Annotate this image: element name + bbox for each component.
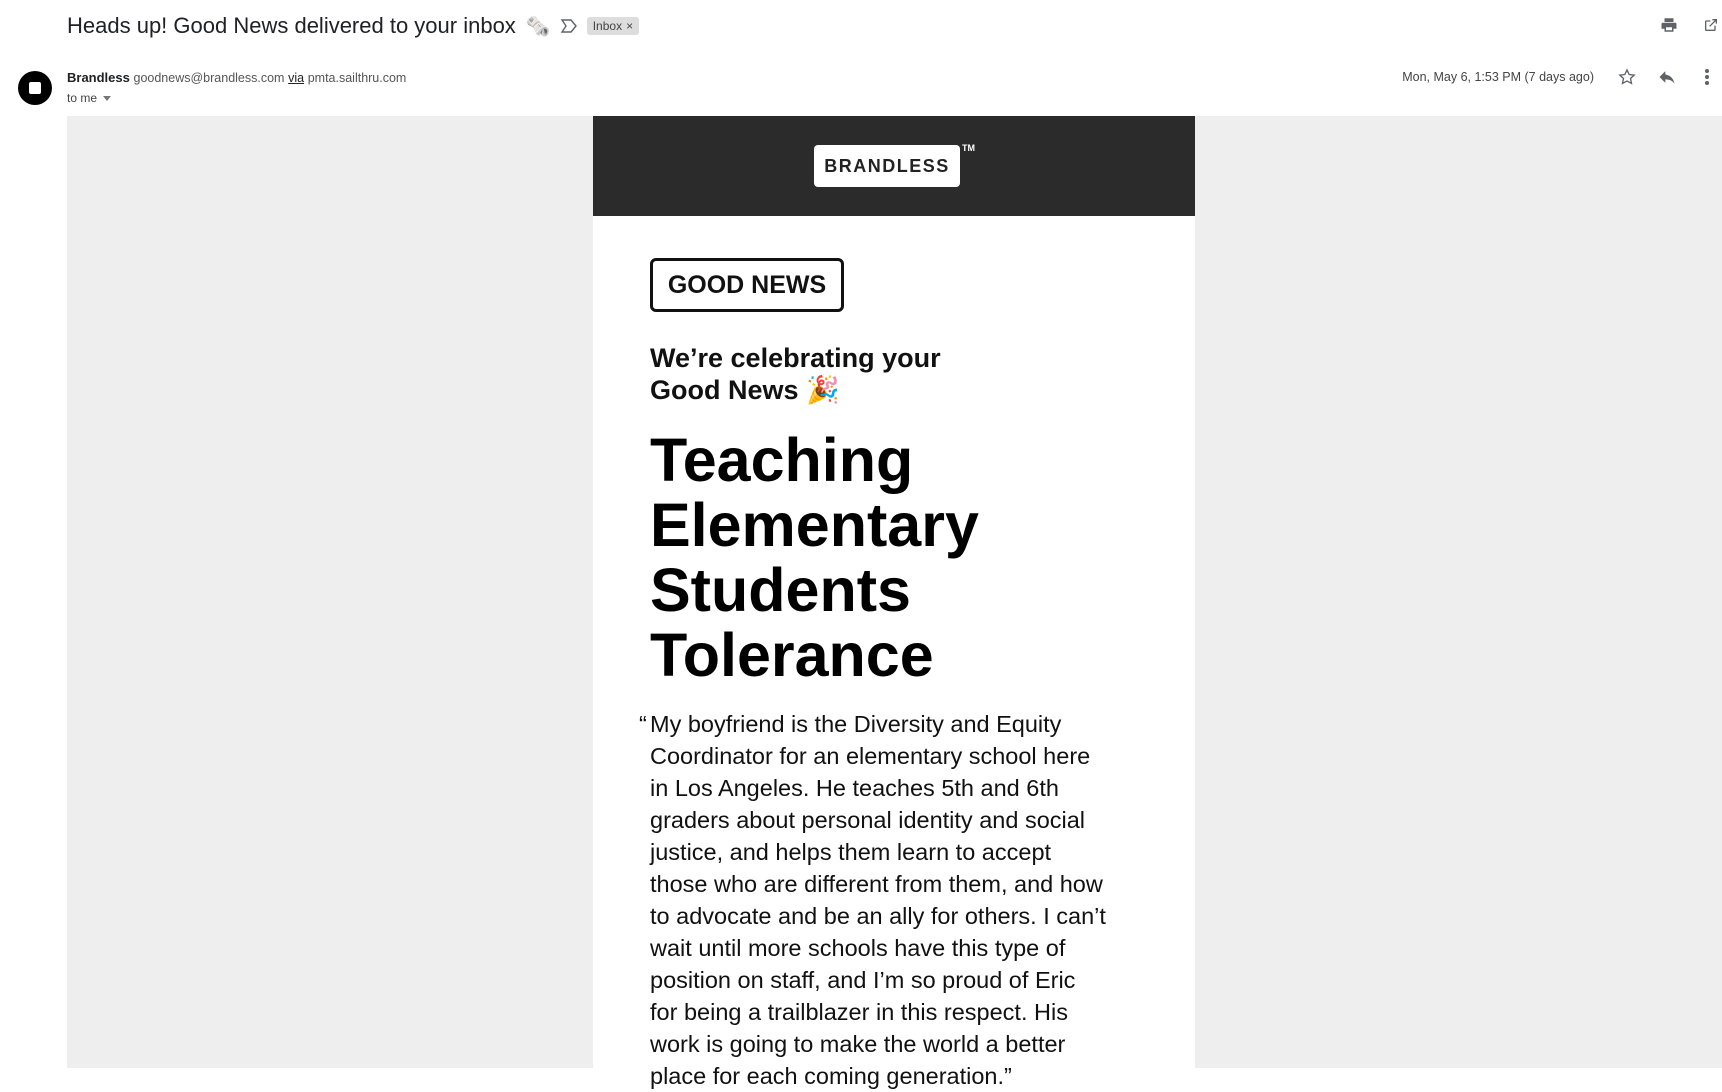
quote-line: My boyfriend is the Diversity and Equity xyxy=(650,711,1062,737)
thread-actions xyxy=(1658,14,1722,36)
brand-header xyxy=(593,116,1195,216)
quote-line: in Los Angeles. He teaches 5th and 6th xyxy=(650,775,1059,801)
quote-line: those who are different from them, and how xyxy=(650,871,1103,897)
sender-line xyxy=(67,70,406,85)
celebrate-heading xyxy=(650,342,970,406)
quote-line: to advocate and be an ally for others. I can’t xyxy=(650,903,1106,929)
recipient-line[interactable] xyxy=(67,91,111,105)
inbox-label-chip[interactable] xyxy=(587,17,639,35)
message-meta xyxy=(1402,66,1722,88)
reply-icon[interactable] xyxy=(1656,66,1678,88)
quote-line: justice, and helps them learn to accept xyxy=(650,839,1052,865)
trademark-mark: TM xyxy=(962,143,975,153)
quote-line: Coordinator for an elementary school here xyxy=(650,743,1091,769)
headline-line-3: Students xyxy=(650,556,911,624)
message-date: Mon, May 6, 1:53 PM (7 days ago) xyxy=(1402,70,1594,84)
celebrate-line-2: Good News xyxy=(650,375,799,405)
via-link[interactable]: via xyxy=(288,71,305,85)
open-in-new-window-icon[interactable] xyxy=(1700,14,1722,36)
quote-line: graders about personal identity and social xyxy=(650,807,1086,833)
important-marker-icon[interactable] xyxy=(561,19,577,33)
print-icon[interactable] xyxy=(1658,14,1680,36)
quote-line: work is going to make the world a better xyxy=(650,1031,1066,1057)
celebrate-line-2-row xyxy=(650,374,970,406)
quote-open-mark: “ xyxy=(639,711,647,737)
email-subject: Heads up! Good News delivered to your inbox xyxy=(67,13,516,38)
quote-line: position on staff, and I’m so proud of Eric xyxy=(650,967,1076,993)
quote-line: for being a trailblazer in this respect. His xyxy=(650,999,1068,1025)
story-headline xyxy=(650,428,1070,688)
recipient-label: to me xyxy=(67,91,98,105)
headline-line-1: Teaching xyxy=(650,426,914,494)
remove-label-icon[interactable]: × xyxy=(626,19,634,33)
more-vert-icon[interactable] xyxy=(1696,66,1718,88)
quote-line: place for each coming generation.” xyxy=(650,1063,1012,1089)
email-content-card xyxy=(593,116,1195,1089)
story-quote xyxy=(639,708,1150,1092)
star-icon[interactable] xyxy=(1616,66,1638,88)
headline-line-2: Elementary xyxy=(650,491,979,559)
details-dropdown-icon[interactable] xyxy=(103,96,111,101)
sender-avatar[interactable] xyxy=(18,71,52,105)
party-popper-emoji: 🎉 xyxy=(806,375,840,405)
quote-line: wait until more schools have this type of xyxy=(650,935,1066,961)
headline-line-4: Tolerance xyxy=(650,621,934,689)
sender-email: goodnews@brandless.com xyxy=(133,71,285,85)
brandless-logo[interactable]: BRANDLESS xyxy=(814,145,960,187)
subject-bar xyxy=(67,10,639,42)
newspaper-emoji: 🗞️ xyxy=(525,15,551,38)
sender-name[interactable]: Brandless xyxy=(67,70,130,85)
celebrate-line-1: We’re celebrating your xyxy=(650,343,941,373)
via-domain: pmta.sailthru.com xyxy=(307,71,407,85)
inbox-label-text: Inbox xyxy=(592,19,623,33)
good-news-badge: GOOD NEWS xyxy=(650,258,844,312)
